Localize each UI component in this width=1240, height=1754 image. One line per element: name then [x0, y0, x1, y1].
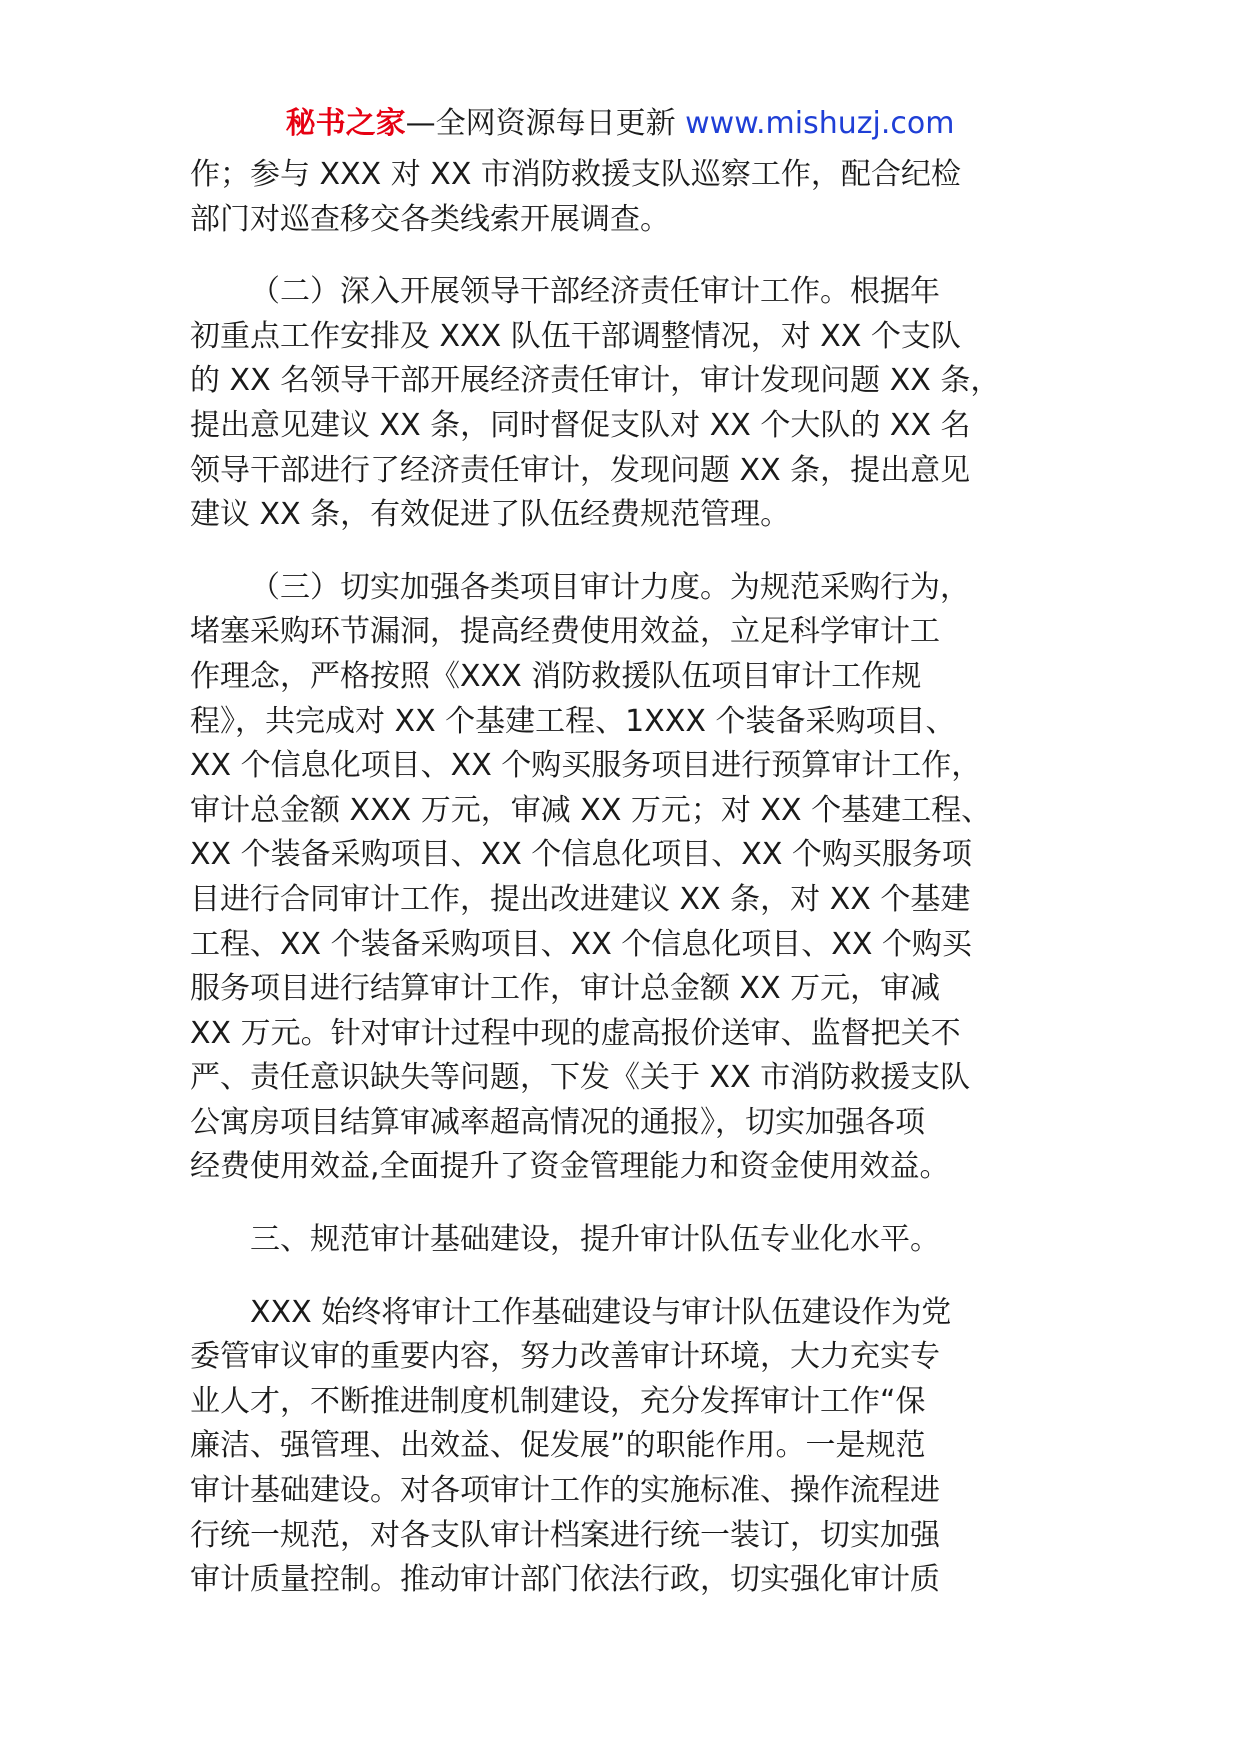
paragraph-section-3-body: [190, 1291, 1090, 1603]
text-line: 严、责任意识缺失等问题，下发《关于 XX 市消防救援支队: [190, 1060, 971, 1096]
text-line: 经费使用效益,全面提升了资金管理能力和资金使用效益。: [190, 1149, 950, 1185]
text-line: 公寓房项目结算审减率超高情况的通报》，切实加强各项: [190, 1104, 925, 1140]
text-line: XX 万元。针对审计过程中现的虚高报价送审、监督把关不: [190, 1015, 961, 1051]
text-line: XX 个装备采购项目、XX 个信息化项目、XX 个购买服务项: [190, 837, 972, 873]
text-line: 作；参与 XXX 对 XX 市消防救援支队巡察工作，配合纪检: [190, 157, 961, 192]
site-header: [0, 104, 1240, 144]
paragraph-section-3: [190, 566, 1090, 1190]
text-line: 三、规范审计基础建设，提升审计队伍专业化水平。: [250, 1222, 940, 1258]
text-line: 初重点工作安排及 XXX 队伍干部调整情况，对 XX 个支队: [190, 318, 961, 354]
section-heading-3: [190, 1218, 1090, 1263]
text-line: （三）切实加强各类项目审计力度。为规范采购行为，: [250, 569, 970, 605]
text-line: 审计总金额 XXX 万元，审减 XX 万元；对 XX 个基建工程、: [190, 792, 992, 828]
site-brand: 秘书之家: [285, 106, 406, 141]
text-line: 业人才，不断推进制度机制建设，充分发挥审计工作“保: [190, 1383, 926, 1419]
paragraph-section-2: [190, 270, 1090, 538]
text-line: 审计质量控制。推动审计部门依法行政，切实强化审计质: [190, 1562, 940, 1598]
text-line: 工程、XX 个装备采购项目、XX 个信息化项目、XX 个购买: [190, 926, 972, 962]
text-line: XXX 始终将审计工作基础建设与审计队伍建设作为党: [250, 1294, 952, 1330]
text-line: 领导干部进行了经济责任审计，发现问题 XX 条，提出意见: [190, 452, 971, 488]
text-line: XX 个信息化项目、XX 个购买服务项目进行预算审计工作，: [190, 748, 982, 784]
text-line: 堵塞采购环节漏洞，提高经费使用效益，立足科学审计工: [190, 614, 940, 650]
text-line: 行统一规范，对各支队审计档案进行统一装订，切实加强: [190, 1517, 940, 1553]
text-line: 程》，共完成对 XX 个基建工程、1XXX 个装备采购项目、: [190, 703, 956, 739]
text-line: 服务项目进行结算审计工作，审计总金额 XX 万元，审减: [190, 971, 941, 1007]
site-url-link[interactable]: www.mishuzj.com: [685, 106, 955, 141]
text-line: 提出意见建议 XX 条，同时督促支队对 XX 个大队的 XX 名: [190, 407, 971, 443]
text-line: 建议 XX 条，有效促进了队伍经费规范管理。: [190, 497, 791, 533]
text-line: 的 XX 名领导干部开展经济责任审计，审计发现问题 XX 条，: [190, 363, 1001, 399]
site-tagline: —全网资源每日更新: [405, 106, 676, 141]
paragraph-continuation: [190, 153, 1090, 242]
text-line: 目进行合同审计工作，提出改进建议 XX 条，对 XX 个基建: [190, 881, 971, 917]
text-line: （二）深入开展领导干部经济责任审计工作。根据年: [250, 274, 940, 310]
text-line: 廉洁、强管理、出效益、促发展”的职能作用。一是规范: [190, 1428, 926, 1464]
text-line: 审计基础建设。对各项审计工作的实施标准、操作流程进: [190, 1473, 940, 1509]
text-line: 部门对巡查移交各类线索开展调查。: [190, 201, 670, 237]
text-line: 委管审议审的重要内容，努力改善审计环境，大力充实专: [190, 1339, 940, 1375]
document-body: [190, 153, 1090, 1603]
text-line: 作理念，严格按照《XXX 消防救援队伍项目审计工作规: [190, 658, 922, 694]
